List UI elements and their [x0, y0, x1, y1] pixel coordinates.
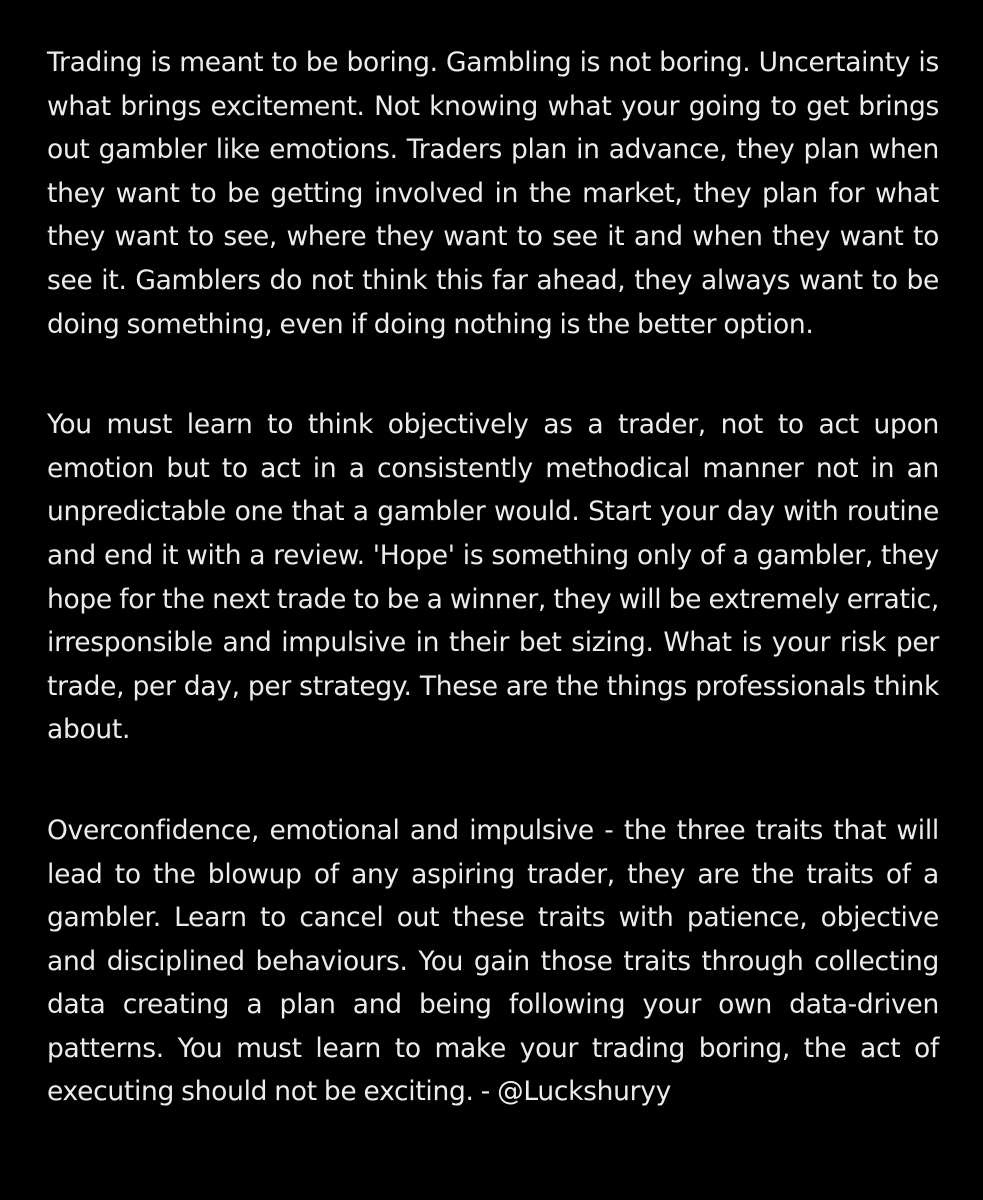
paragraph-think-objectively: You must learn to think objectively as a trader, not to act upon emotion but to act in a consistently methodical manner not in an unpredictable one that a gambler would. Start your day with routine and end it with a review. 'Hope' is something only of a gambler, they hope for the next trade to be a winner, they will be extremely erratic, irresponsible and impulsive in their bet sizing. What is your risk per trade, per day, per strategy. These are the things professionals think about. — [47, 409, 939, 746]
paragraph-trading-boring: Trading is meant to be boring. Gambling is not boring. Uncertainty is what brings excitement. Not knowing what your going to get brings out gambler like emotions. Traders plan in advance, they plan when they want to be getting involved in the market, they plan for what they want to see, where they want to see it and when they want to see it. Gamblers do not think this far ahead, they always want to be doing something, even if doing nothing is the better option. — [47, 47, 939, 340]
text-block — [47, 41, 939, 1114]
paragraph-overconfidence: Overconfidence, emotional and impulsive - the three traits that will lead to the blowup of any aspiring trader, they are the traits of a gambler. Learn to cancel out these traits with patience, objective and disciplined behaviours. You gain those traits through collecting data creating a plan and being following your own data-driven patterns. You must learn to make your trading boring, the act of executing should not be exciting. - @Luckshuryy — [47, 814, 939, 1108]
